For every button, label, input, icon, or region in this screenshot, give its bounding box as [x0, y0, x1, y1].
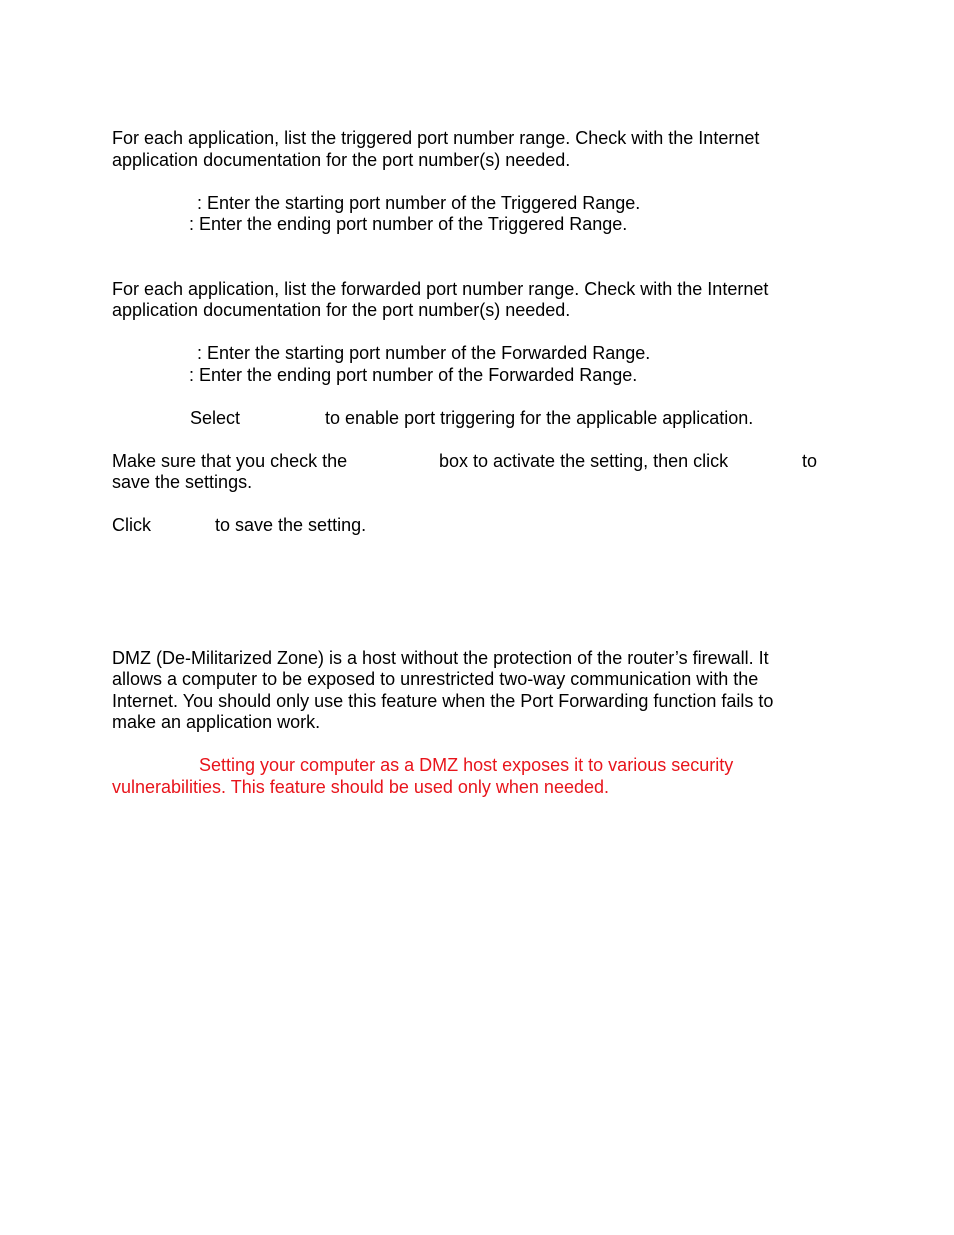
dmz-description-line-2: allows a computer to be exposed to unrestricted two-way communication with the [112, 669, 759, 689]
apply-instruction-part-2: box to activate the setting, then click [439, 451, 729, 471]
triggered-intro-line-2: application documentation for the port number(s) needed. [112, 150, 571, 170]
dmz-warning-line-2: vulnerabilities. This feature should be used only when needed. [112, 777, 609, 797]
enable-select-word: Select [190, 408, 241, 428]
forwarded-end-port-description: : Enter the ending port number of the Forwarded Range. [189, 365, 638, 385]
save-click-word: Click [112, 515, 151, 535]
forwarded-start-port-description: : Enter the starting port number of the Forwarded Range. [197, 343, 651, 363]
dmz-description-line-4: make an application work. [112, 712, 321, 732]
triggered-intro-line-1: For each application, list the triggered port number range. Check with the Internet [112, 128, 760, 148]
dmz-warning-line-1: Setting your computer as a DMZ host exposes it to various security [199, 755, 734, 775]
forwarded-intro-line-2: application documentation for the port number(s) needed. [112, 300, 571, 320]
triggered-start-port-description: : Enter the starting port number of the Triggered Range. [197, 193, 641, 213]
dmz-description-line-1: DMZ (De-Militarized Zone) is a host without the protection of the router’s firewall. It [112, 648, 769, 668]
triggered-end-port-description: : Enter the ending port number of the Triggered Range. [189, 214, 628, 234]
save-description: to save the setting. [215, 515, 367, 535]
forwarded-intro-line-1: For each application, list the forwarded port number range. Check with the Internet [112, 279, 769, 299]
enable-description: to enable port triggering for the applicable application. [325, 408, 754, 428]
apply-instruction-line-2: save the settings. [112, 472, 253, 492]
dmz-description-line-3: Internet. You should only use this feature when the Port Forwarding function fails to [112, 691, 774, 711]
apply-instruction-part-1: Make sure that you check the [112, 451, 348, 471]
apply-instruction-part-3: to [802, 451, 818, 471]
